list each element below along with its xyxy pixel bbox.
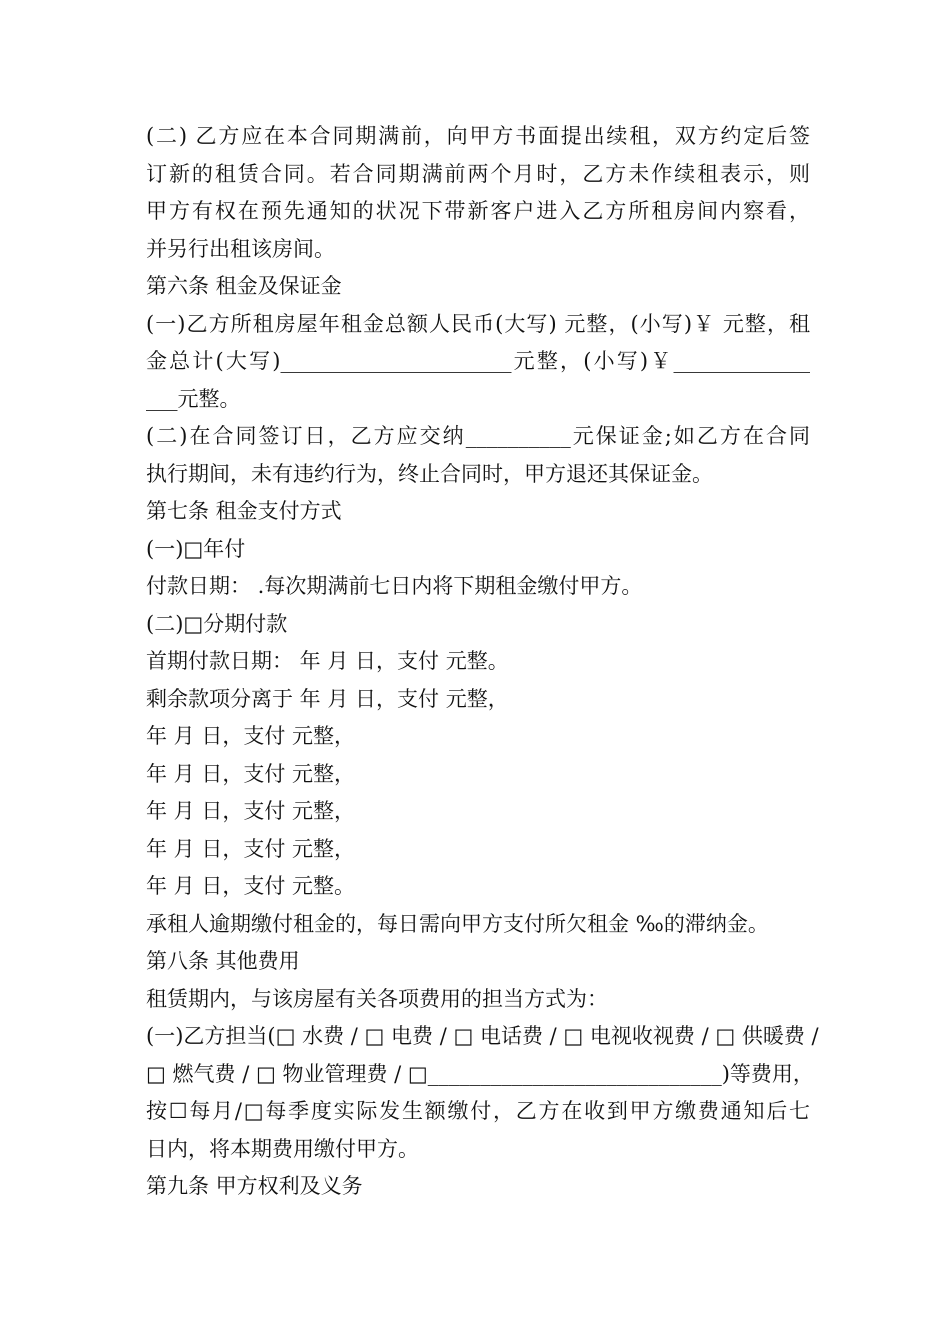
text-line: (一)乙方所租房屋年租金总额人民币(大写) 元整，(小写)￥ 元整，租	[146, 311, 810, 336]
text-line: 日内，将本期费用缴付甲方。	[146, 1136, 419, 1161]
text-line: (二)在合同签订日，乙方应交纳__________元保证金;如乙方在合同	[146, 424, 810, 448]
text-line: 首期付款日期： 年 月 日，支付 元整。	[146, 649, 509, 673]
text-line: 年 月 日，支付 元整，	[146, 799, 356, 823]
section-heading: 第八条 其他费用	[146, 949, 300, 973]
text-line: □ 燃气费 / □ 物业管理费 / □____________________________)等费用，	[146, 1061, 814, 1086]
text-line: 年 月 日，支付 元整，	[146, 761, 356, 786]
text-line: (一)□年付	[146, 536, 246, 561]
text-line: 年 月 日，支付 元整，	[146, 724, 356, 748]
section-heading: 第七条 租金支付方式	[146, 499, 342, 523]
text-line: 承租人逾期缴付租金的，每日需向甲方支付所欠租金 ‰的滞纳金。	[146, 911, 769, 936]
text-line: 订新的租赁合同。若合同期满前两个月时，乙方未作续租表示，则	[146, 161, 810, 186]
text-line: 付款日期： .每次期满前七日内将下期租金缴付甲方。	[146, 574, 643, 598]
text-line: (二) 乙方应在本合同期满前，向甲方书面提出续租，双方约定后签	[146, 124, 810, 148]
text-line: 剩余款项分离于 年 月 日，支付 元整，	[146, 686, 509, 711]
text-line: 按☐每月/□每季度实际发生额缴付，乙方在收到甲方缴费通知后七	[146, 1099, 810, 1123]
text-line: (一)乙方担当(□ 水费 / □ 电费 / □ 电话费 / □ 电视收视费 / □ 供暖费 /	[146, 1024, 819, 1048]
text-line: 租赁期内，与该房屋有关各项费用的担当方式为：	[146, 986, 608, 1011]
section-heading: 第六条 租金及保证金	[146, 274, 342, 298]
text-line: 年 月 日，支付 元整。	[146, 874, 356, 898]
text-line: ___元整。	[146, 386, 241, 411]
document-body	[146, 118, 819, 1206]
text-line: 金总计(大写)______________________元整，(小写)￥_____________	[146, 349, 810, 373]
text-line: 执行期间，未有违约行为，终止合同时，甲方退还其保证金。	[146, 461, 713, 486]
text-line: (二)□分期付款	[146, 611, 288, 636]
section-heading: 第九条 甲方权利及义务	[146, 1174, 363, 1198]
text-line: 年 月 日，支付 元整，	[146, 836, 356, 861]
text-line: 甲方有权在预先通知的状况下带新客户进入乙方所租房间内察看，	[146, 199, 810, 223]
text-line: 并另行出租该房间。	[146, 236, 335, 261]
